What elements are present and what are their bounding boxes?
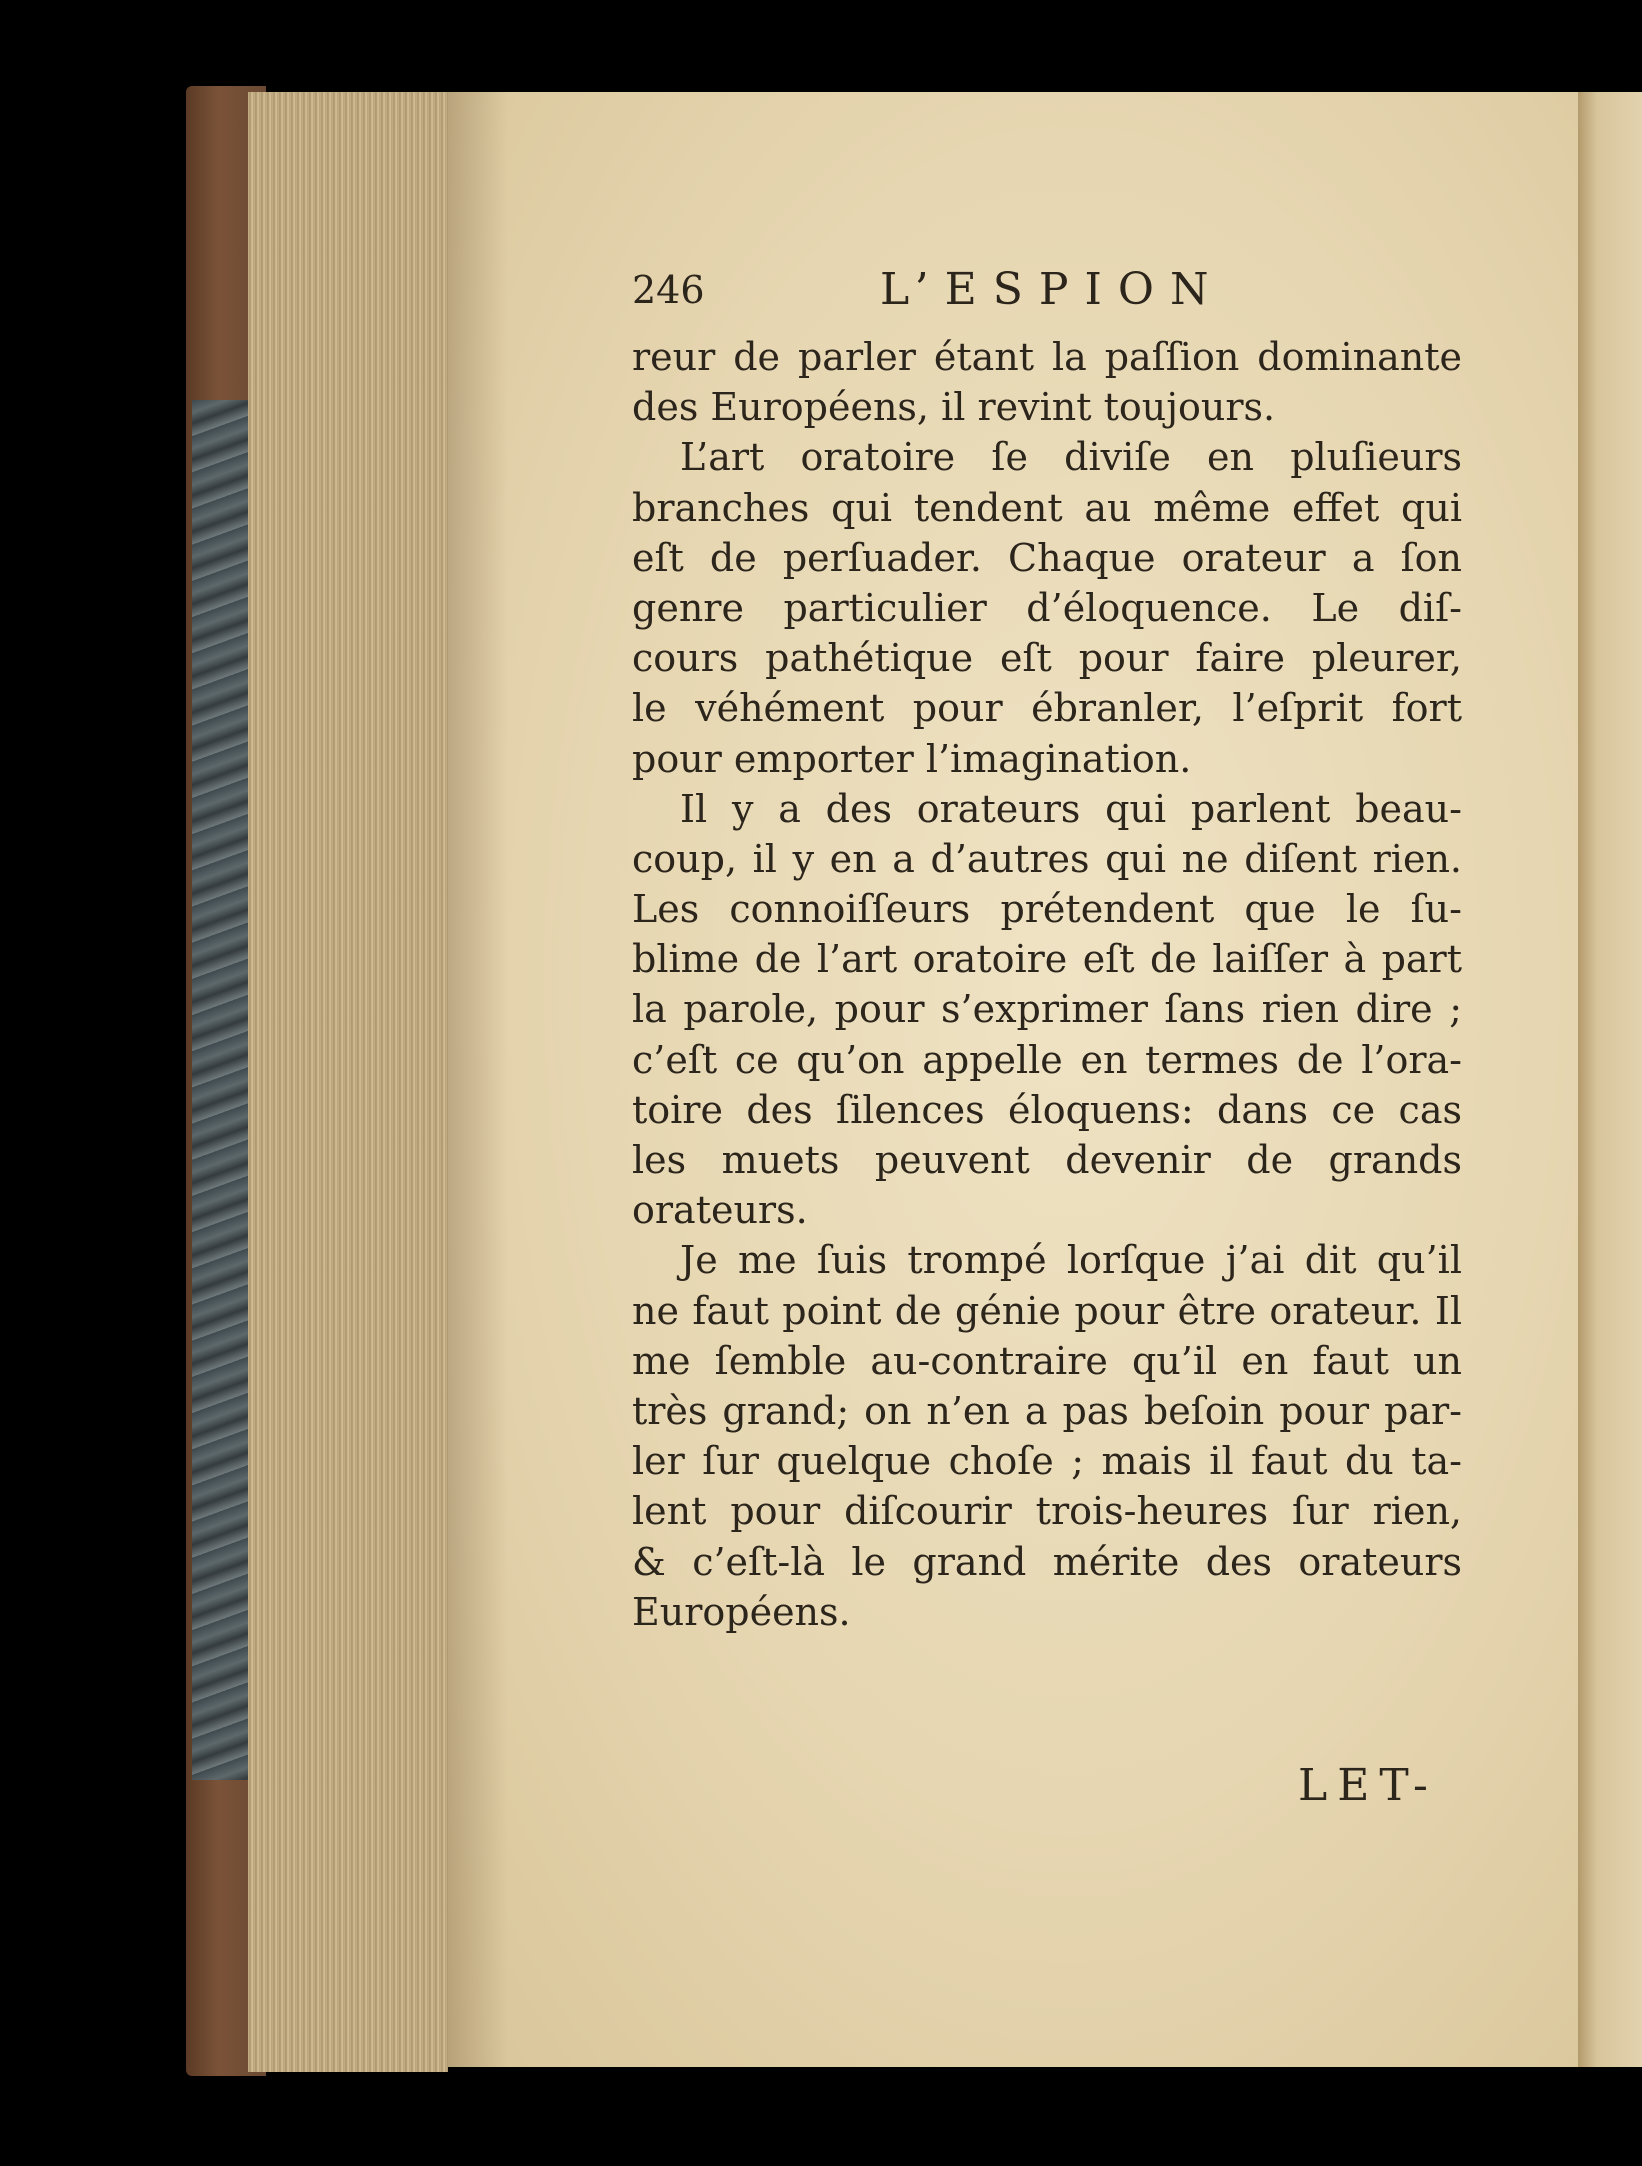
text-line: Il y a des orateurs qui parlent beau- [680,786,1462,831]
text-line: & c’eſt-là le grand mérite des orateurs [632,1539,1462,1584]
text-line: L’art oratoire ſe diviſe en pluſieurs [680,435,1462,480]
text-line: Européens. [632,1589,851,1634]
text-line: très grand; on n’en a pas beſoin pour par- [632,1388,1462,1433]
text-line: les muets peuvent devenir de grands [632,1138,1462,1182]
text-line: la parole, pour s’exprimer ſans rien dire ; [632,987,1462,1032]
gutter-shadow [448,92,508,2067]
text-line: reur de parler étant la paſſion dominante [632,335,1462,379]
text-line: ne faut point de génie pour être orateur. Il [632,1288,1462,1333]
text-line: blime de l’art oratoire eſt de laiſſer à part [632,937,1462,982]
text-line: coup, il y en a d’autres qui ne diſent rien. [632,836,1462,881]
running-title: L’ESPION [880,264,1225,315]
running-head [632,264,1272,328]
text-line: cours pathétique eſt pour faire pleurer, [632,636,1462,681]
text-line: me ſemble au-contraire qu’il en faut un [632,1338,1462,1383]
text-line: branches qui tendent au même effet qui [632,485,1462,530]
page-edges [248,92,448,2072]
text-line: Les connoiſſeurs prétendent que le ſu- [632,887,1462,932]
page-number: 246 [632,268,705,312]
text-line: lent pour diſcourir trois-heures ſur rien, [632,1489,1462,1534]
text-line: des Européens, il revint toujours. [632,385,1276,430]
text-line: pour emporter l’imagination. [632,736,1192,781]
text-line: eſt de perſuader. Chaque orateur a ſon [632,535,1462,580]
catchword: LET- [1298,1760,1438,1811]
body-text [632,332,1462,1637]
text-line: toire des ſilences éloquens: dans ce cas [632,1087,1462,1132]
text-line: le véhément pour ébranler, l’eſprit fort [632,686,1462,731]
text-line: c’eſt ce qu’on appelle en termes de l’ora- [632,1037,1462,1082]
text-line: genre particulier d’éloquence. Le diſ- [632,585,1462,630]
facing-page-edge [1578,92,1642,2067]
text-line: ler ſur quelque choſe ; mais il faut du ta- [632,1439,1462,1484]
text-line: Je me ſuis trompé lorſque j’ai dit qu’il [680,1238,1462,1283]
text-line: orateurs. [632,1188,808,1233]
